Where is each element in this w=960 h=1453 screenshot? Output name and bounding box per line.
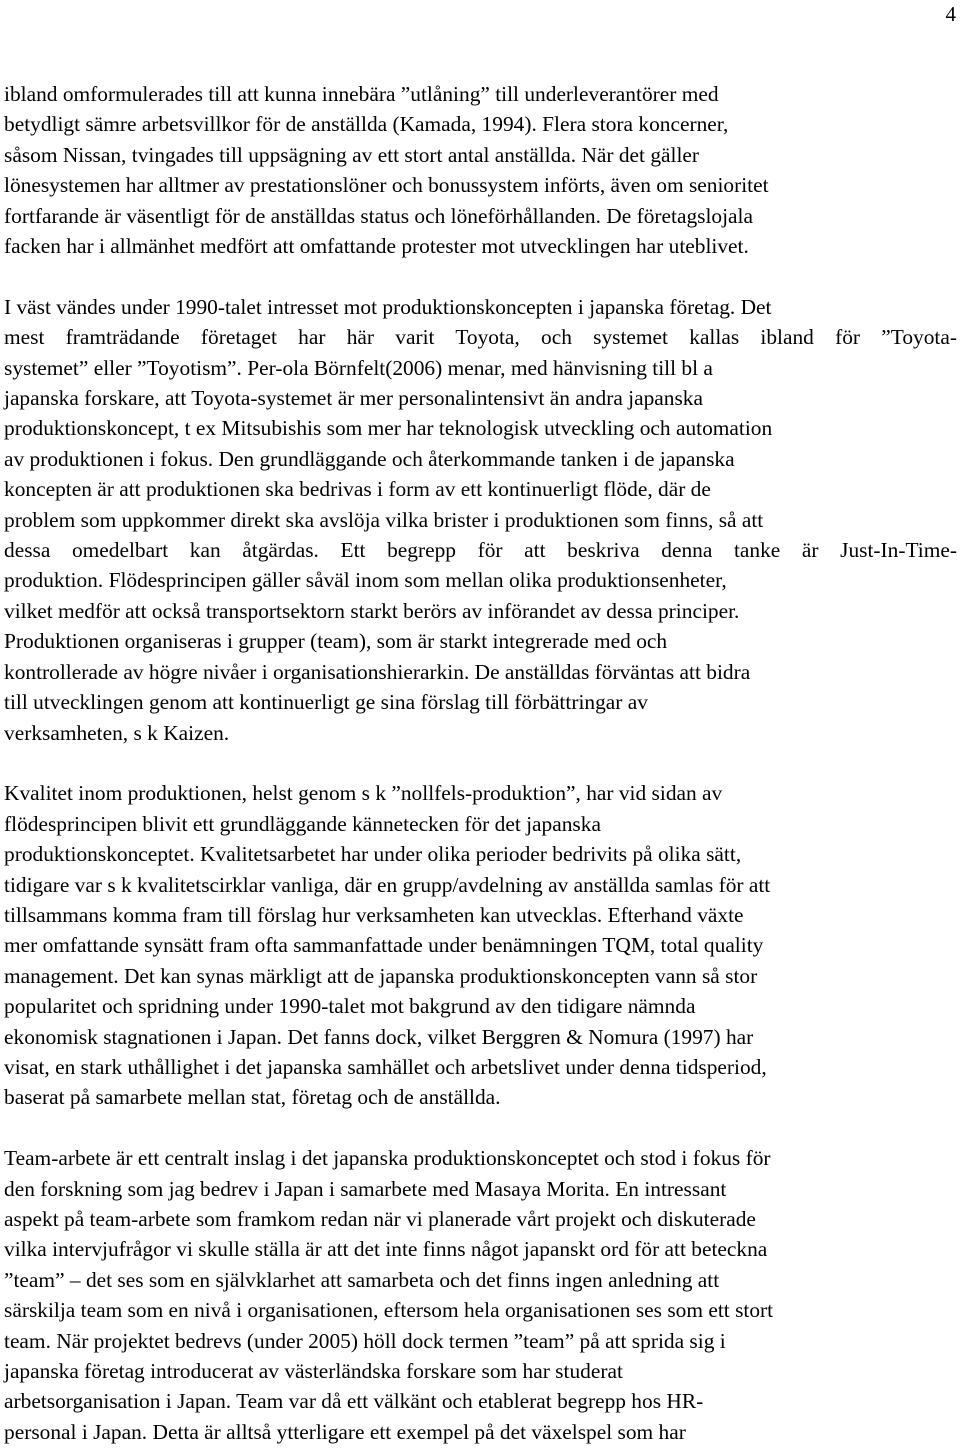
- paragraph-gap: [4, 261, 957, 291]
- text-line: produktionskonceptet. Kvalitetsarbetet har under olika perioder bedrivits på olika sätt,: [4, 842, 742, 867]
- text-line: ibland omformulerades till att kunna innebära ”utlåning” till underleverantörer med: [4, 82, 719, 106]
- text-line: facken har i allmänhet medfört att omfattande protester mot utvecklingen har uteblivet.: [4, 234, 749, 259]
- paragraph: [4, 292, 957, 748]
- text-line: till utvecklingen genom att kontinuerligt ge sina förslag till förbättringar av: [4, 690, 648, 715]
- text-line: produktionskoncept, t ex Mitsubishis som mer har teknologisk utveckling och automation: [4, 416, 773, 441]
- text-line: personal i Japan. Detta är alltså ytterligare ett exempel på det växelspel som har: [4, 1419, 686, 1444]
- text-line: flödesprincipen blivit ett grundläggande kännetecken för det japanska: [4, 811, 601, 836]
- text-line: lönesystemen har alltmer av prestationslöner och bonussystem införts, även om senioritet: [4, 173, 769, 198]
- text-line: team. När projektet bedrevs (under 2005) höll dock termen ”team” på att sprida sig i: [4, 1328, 726, 1353]
- text-line: tillsammans komma fram till förslag hur verksamheten kan utvecklas. Efterhand växte: [4, 902, 744, 927]
- paragraph: [4, 79, 957, 261]
- text-line: I väst vändes under 1990-talet intresset mot produktionskoncepten i japanska företag. Det: [4, 294, 772, 319]
- text-line: Produktionen organiseras i grupper (team), som är starkt integrerade med och: [4, 629, 668, 654]
- text-line: vilka intervjufrågor vi skulle ställa är att det inte finns något japanskt ord för att beteckna: [4, 1237, 768, 1262]
- text-line: betydligt sämre arbetsvillkor för de anställda (Kamada, 1994). Flera stora koncerner,: [4, 112, 729, 137]
- text-line: arbetsorganisation i Japan. Team var då ett välkänt och etablerat begrepp hos HR-: [4, 1389, 704, 1414]
- text-line: fortfarande är väsentligt för de anställdas status och löneförhållanden. De företagslojala: [4, 203, 753, 228]
- text-line: tidigare var s k kvalitetscirklar vanliga, där en grupp/avdelning av anställda samlas för att: [4, 872, 771, 897]
- text-line: vilket medför att också transportsektorn starkt berörs av införandet av dessa principer.: [4, 598, 740, 623]
- text-line: japanska forskare, att Toyota-systemet är mer personalintensivt än andra japanska: [4, 386, 703, 411]
- text-line: särskilja team som en nivå i organisationen, eftersom hela organisationen ses som ett stort: [4, 1298, 774, 1323]
- text-line: dessa omedelbart kan åtgärdas. Ett begrepp för att beskriva denna tanke är Just-In-Time-: [4, 538, 957, 563]
- text-line: verksamheten, s k Kaizen.: [4, 720, 230, 745]
- text-line: såsom Nissan, tvingades till uppsägning av ett stort antal anställda. När det gäller: [4, 142, 700, 167]
- text-line: Team-arbete är ett centralt inslag i det japanska produktionskonceptet och stod i fokus för: [4, 1146, 771, 1171]
- text-line: mest framträdande företaget har här varit Toyota, och systemet kallas ibland för ”Toyota-: [4, 325, 957, 350]
- paragraph-gap: [4, 1113, 957, 1143]
- text-line: problem som uppkommer direkt ska avslöja vilka brister i produktionen som finns, så att: [4, 507, 764, 532]
- document-body: [4, 79, 957, 1447]
- paragraph: [4, 1143, 957, 1447]
- text-line: aspekt på team-arbete som framkom redan när vi planerade vårt projekt och diskuterade: [4, 1206, 756, 1231]
- text-line: mer omfattande synsätt fram ofta sammanfattade under benämningen TQM, total quality: [4, 933, 764, 958]
- text-line: den forskning som jag bedrev i Japan i samarbete med Masaya Morita. En intressant: [4, 1176, 727, 1201]
- text-line: ”team” – det ses som en självklarhet att samarbeta och det finns ingen anledning att: [4, 1267, 720, 1292]
- text-line: produktion. Flödesprincipen gäller såväl inom som mellan olika produktionsenheter,: [4, 568, 727, 593]
- text-line: systemet” eller ”Toyotism”. Per-ola Börnfelt(2006) menar, med hänvisning till bl a: [4, 355, 713, 380]
- text-line: baserat på samarbete mellan stat, företag och de anställda.: [4, 1085, 501, 1110]
- text-line: japanska företag introducerat av västerländska forskare som har studerat: [4, 1359, 623, 1384]
- text-line: koncepten är att produktionen ska bedrivas i form av ett kontinuerligt flöde, där de: [4, 477, 711, 502]
- paragraph-gap: [4, 748, 957, 778]
- text-line: popularitet och spridning under 1990-talet mot bakgrund av den tidigare nämnda: [4, 994, 696, 1019]
- text-line: management. Det kan synas märkligt att de japanska produktionskoncepten vann så stor: [4, 963, 758, 988]
- text-line: av produktionen i fokus. Den grundläggande och återkommande tanken i de japanska: [4, 446, 735, 471]
- text-line: ekonomisk stagnationen i Japan. Det fanns dock, vilket Berggren & Nomura (1997) har: [4, 1024, 754, 1049]
- text-line: kontrollerade av högre nivåer i organisationshierarkin. De anställdas förväntas att bidra: [4, 659, 751, 684]
- page-number: 4: [945, 2, 956, 26]
- text-line: visat, en stark uthållighet i det japanska samhället och arbetslivet under denna tidsperiod,: [4, 1054, 767, 1079]
- paragraph: [4, 778, 957, 1112]
- text-line: Kvalitet inom produktionen, helst genom s k ”nollfels-produktion”, har vid sidan av: [4, 781, 723, 806]
